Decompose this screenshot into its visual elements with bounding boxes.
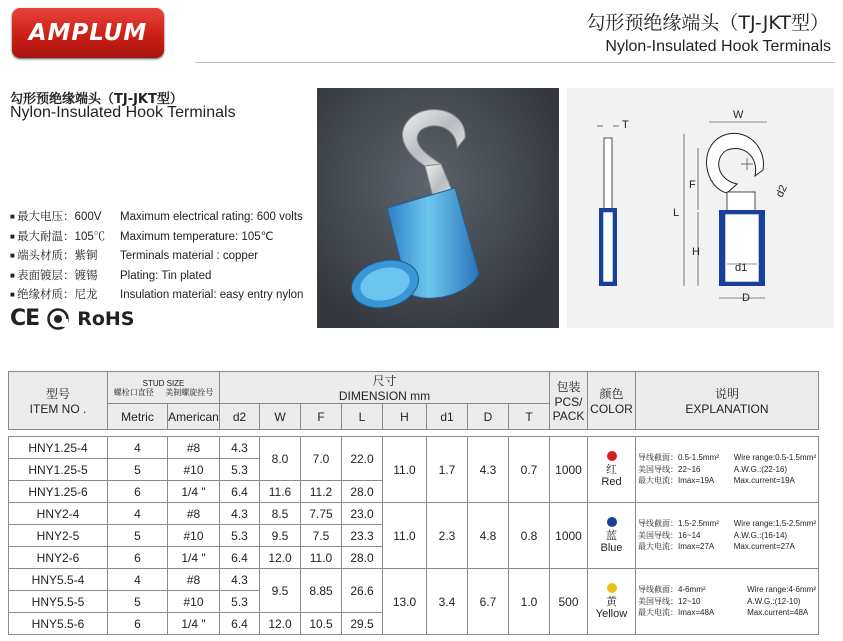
spec-table: [8, 371, 819, 635]
spec-row: [10, 208, 303, 228]
american-size: #8: [168, 437, 220, 459]
header-title-cn: 勾形预绝缘端头（TJ-JKT型）: [586, 12, 829, 34]
dim-d2: 4.3: [220, 503, 260, 525]
spec-en: Maximum electrical rating: 600 volts: [120, 211, 303, 223]
expl-cn: 美国导线：16~14: [638, 530, 701, 540]
expl-en: A.W.G.:(12-10): [747, 596, 801, 606]
dim-d2: 5.3: [220, 459, 260, 481]
dim-t: 1.0: [509, 569, 550, 635]
metric-size: 6: [108, 613, 168, 635]
header-d2: d2: [220, 404, 260, 430]
expl-cn: 导线截面：0.5-1.5mm²: [638, 453, 719, 463]
color-en: Yellow: [595, 608, 628, 620]
pack-qty: 500: [550, 569, 588, 635]
metric-size: 6: [108, 547, 168, 569]
american-size: 1/4 ": [168, 547, 220, 569]
header-pack-cn: 包装: [556, 380, 581, 394]
expl-cn: 最大电流：Imax=19A: [638, 476, 715, 486]
dim-w: 12.0: [260, 547, 301, 569]
item-no: HNY1.25-4: [9, 437, 108, 459]
sgs-seal-icon: [47, 308, 69, 330]
dim-d2: 4.3: [220, 437, 260, 459]
spec-cn: ■ 端头材质：紫铜: [10, 247, 120, 267]
dim-d2: 5.3: [220, 591, 260, 613]
diagram-label-D: D: [742, 292, 750, 304]
dim-w: 12.0: [260, 613, 301, 635]
spec-row: [10, 286, 303, 306]
expl-cn: 美国导线：22~16: [638, 464, 701, 474]
dim-l: 28.0: [342, 481, 383, 503]
header-explanation: [636, 372, 819, 430]
table-row: [9, 437, 819, 459]
expl-en: Wire range:1.5-2.5mm²: [733, 519, 816, 529]
spec-cn: ■ 最大耐温：105℃: [10, 228, 120, 248]
header-pack-en: PACK: [552, 409, 585, 423]
header-dimension-cn: 尺寸: [372, 374, 397, 388]
spec-en: Terminals material : copper: [120, 250, 259, 262]
spec-en: Insulation material: easy entry nylon: [120, 289, 304, 301]
dim-d: 6.7: [468, 569, 509, 635]
spec-en: Maximum temperature: 105℃: [120, 230, 274, 243]
header-color-en: COLOR: [590, 402, 633, 416]
dim-f: 7.75: [301, 503, 342, 525]
item-no: HNY5.5-4: [9, 569, 108, 591]
american-size: #10: [168, 459, 220, 481]
dim-w: 9.5: [260, 525, 301, 547]
expl-en: A.W.G.:(16-14): [733, 530, 788, 540]
header-pack-en: PCS/: [554, 395, 583, 409]
expl-en: Max.current=48A: [747, 608, 809, 618]
spec-cn: ■ 最大电压：600V: [10, 208, 120, 228]
color-en: Blue: [600, 542, 623, 554]
header-dimension-en: DIMENSION mm: [338, 389, 431, 403]
american-size: #10: [168, 591, 220, 613]
expl-cn: 导线截面：4-6mm²: [638, 585, 706, 595]
diagram-label-W: W: [733, 109, 744, 121]
diagram-label-H: H: [692, 246, 700, 258]
dim-w: 9.5: [260, 569, 301, 613]
color-cn: 红: [606, 464, 617, 476]
expl-en: Max.current=19A: [733, 476, 795, 486]
spec-cn: ■ 表面镀层：镀锡: [10, 267, 120, 287]
item-no: HNY2-5: [9, 525, 108, 547]
item-no: HNY5.5-6: [9, 613, 108, 635]
dim-f: 7.0: [301, 437, 342, 481]
expl-cn: 最大电流：Imax=48A: [638, 608, 715, 618]
brand-logo-text: AMPLUM: [28, 20, 148, 46]
diagram-label-T: T: [622, 119, 629, 131]
expl-cn: 最大电流：Imax=27A: [638, 542, 715, 552]
expl-en: Wire range:4-6mm²: [747, 585, 816, 595]
header-explanation-cn: 说明: [714, 387, 739, 401]
header-l: L: [342, 404, 383, 430]
dimension-drawing: [567, 88, 834, 328]
dim-f: 11.0: [301, 547, 342, 569]
yellow-dot-icon: [607, 583, 617, 593]
header-color-cn: 颜色: [599, 387, 624, 401]
dim-w: 11.6: [260, 481, 301, 503]
diagram-label-F: F: [689, 179, 696, 191]
american-size: #10: [168, 525, 220, 547]
table-row: [9, 503, 819, 525]
dim-f: 8.85: [301, 569, 342, 613]
dim-d2: 4.3: [220, 569, 260, 591]
product-title-cn: 勾形预绝缘端头（TJ-JKT型）: [10, 92, 183, 107]
metric-size: 6: [108, 481, 168, 503]
hook-terminal-photo-icon: [317, 88, 559, 328]
dim-f: 7.5: [301, 525, 342, 547]
spec-list: [10, 208, 303, 306]
color-cn: 黄: [606, 596, 617, 608]
american-size: 1/4 ": [168, 613, 220, 635]
dim-d: 4.3: [468, 437, 509, 503]
metric-size: 4: [108, 503, 168, 525]
header-item-cn: 型号: [45, 387, 70, 401]
header-stud-metric-cn: 螺栓口直径: [113, 387, 154, 397]
dim-d1: 2.3: [427, 503, 468, 569]
dim-h: 11.0: [383, 437, 427, 503]
metric-size: 4: [108, 569, 168, 591]
item-no: HNY2-4: [9, 503, 108, 525]
dim-t: 0.7: [509, 437, 550, 503]
explanation-cell: [636, 569, 819, 635]
product-title-en: Nylon-Insulated Hook Terminals: [10, 104, 236, 121]
table-row: [9, 569, 819, 591]
dim-l: 22.0: [342, 437, 383, 481]
spec-row: [10, 247, 303, 267]
header-t: T: [509, 404, 550, 430]
american-size: #8: [168, 503, 220, 525]
dim-l: 23.0: [342, 503, 383, 525]
spec-row: [10, 267, 303, 287]
dim-d1: 1.7: [427, 437, 468, 503]
dim-d: 4.8: [468, 503, 509, 569]
explanation-cell: [636, 437, 819, 503]
item-no: HNY5.5-5: [9, 591, 108, 613]
header-h: H: [383, 404, 427, 430]
color-cell: [588, 503, 636, 569]
header-item: [9, 372, 108, 430]
header-explanation-en: EXPLANATION: [685, 402, 769, 416]
color-cell: [588, 437, 636, 503]
diagram-label-L: L: [673, 207, 680, 219]
header-american: American: [168, 404, 220, 430]
spec-en: Plating: Tin plated: [120, 269, 212, 282]
blue-dot-icon: [607, 517, 617, 527]
item-no: HNY1.25-6: [9, 481, 108, 503]
expl-en: A.W.G.:(22-16): [733, 464, 788, 474]
explanation-cell: [636, 503, 819, 569]
expl-en: Max.current=27A: [733, 542, 795, 552]
american-size: #8: [168, 569, 220, 591]
expl-cn: 美国导线：12~10: [638, 596, 701, 606]
ce-mark-icon: CE: [10, 306, 40, 331]
header-stud-size: [108, 372, 220, 404]
diagram-label-d2: d2: [773, 183, 790, 200]
dim-d2: 5.3: [220, 525, 260, 547]
header-title-en: Nylon-Insulated Hook Terminals: [605, 38, 831, 55]
header-metric: Metric: [108, 404, 168, 430]
header-d: D: [468, 404, 509, 430]
dim-l: 26.6: [342, 569, 383, 613]
dim-f: 11.2: [301, 481, 342, 503]
spec-row: [10, 228, 303, 248]
expl-en: Wire range:0.5-1.5mm²: [733, 453, 816, 463]
diagram-label-d1: d1: [735, 262, 748, 274]
header-pack: [550, 372, 588, 430]
color-en: Red: [601, 476, 622, 488]
certification-logos: [10, 306, 134, 331]
header-f: F: [301, 404, 342, 430]
dim-t: 0.8: [509, 503, 550, 569]
header-d1: d1: [427, 404, 468, 430]
metric-size: 4: [108, 437, 168, 459]
dim-h: 11.0: [383, 503, 427, 569]
spec-cn: ■ 绝缘材质：尼龙: [10, 286, 120, 306]
expl-cn: 导线截面：1.5-2.5mm²: [638, 519, 719, 529]
header-dimension: [220, 372, 550, 404]
american-size: 1/4 ": [168, 481, 220, 503]
item-no: HNY1.25-5: [9, 459, 108, 481]
dim-l: 23.3: [342, 525, 383, 547]
dim-d2: 6.4: [220, 613, 260, 635]
metric-size: 5: [108, 591, 168, 613]
header-stud-size-en: STUD SIZE: [142, 378, 185, 388]
pack-qty: 1000: [550, 437, 588, 503]
header-stud-american-cn: 美制螺旋拴号: [165, 387, 214, 397]
header-w: W: [260, 404, 301, 430]
dim-d2: 6.4: [220, 547, 260, 569]
metric-size: 5: [108, 525, 168, 547]
hook-terminal-diagram-icon: [567, 88, 834, 328]
rohs-mark-icon: RoHS: [77, 307, 135, 330]
red-dot-icon: [607, 451, 617, 461]
pack-qty: 1000: [550, 503, 588, 569]
dim-w: 8.0: [260, 437, 301, 481]
item-no: HNY2-6: [9, 547, 108, 569]
header-color: [588, 372, 636, 430]
dim-h: 13.0: [383, 569, 427, 635]
color-cell: [588, 569, 636, 635]
header-divider: [195, 62, 835, 63]
product-photo: [317, 88, 559, 328]
dim-f: 10.5: [301, 613, 342, 635]
dim-l: 28.0: [342, 547, 383, 569]
dim-l: 29.5: [342, 613, 383, 635]
brand-logo: [12, 8, 164, 58]
dim-d1: 3.4: [427, 569, 468, 635]
header-item-en: ITEM NO .: [29, 402, 87, 416]
dim-w: 8.5: [260, 503, 301, 525]
metric-size: 5: [108, 459, 168, 481]
color-cn: 蓝: [606, 530, 617, 542]
dim-d2: 6.4: [220, 481, 260, 503]
